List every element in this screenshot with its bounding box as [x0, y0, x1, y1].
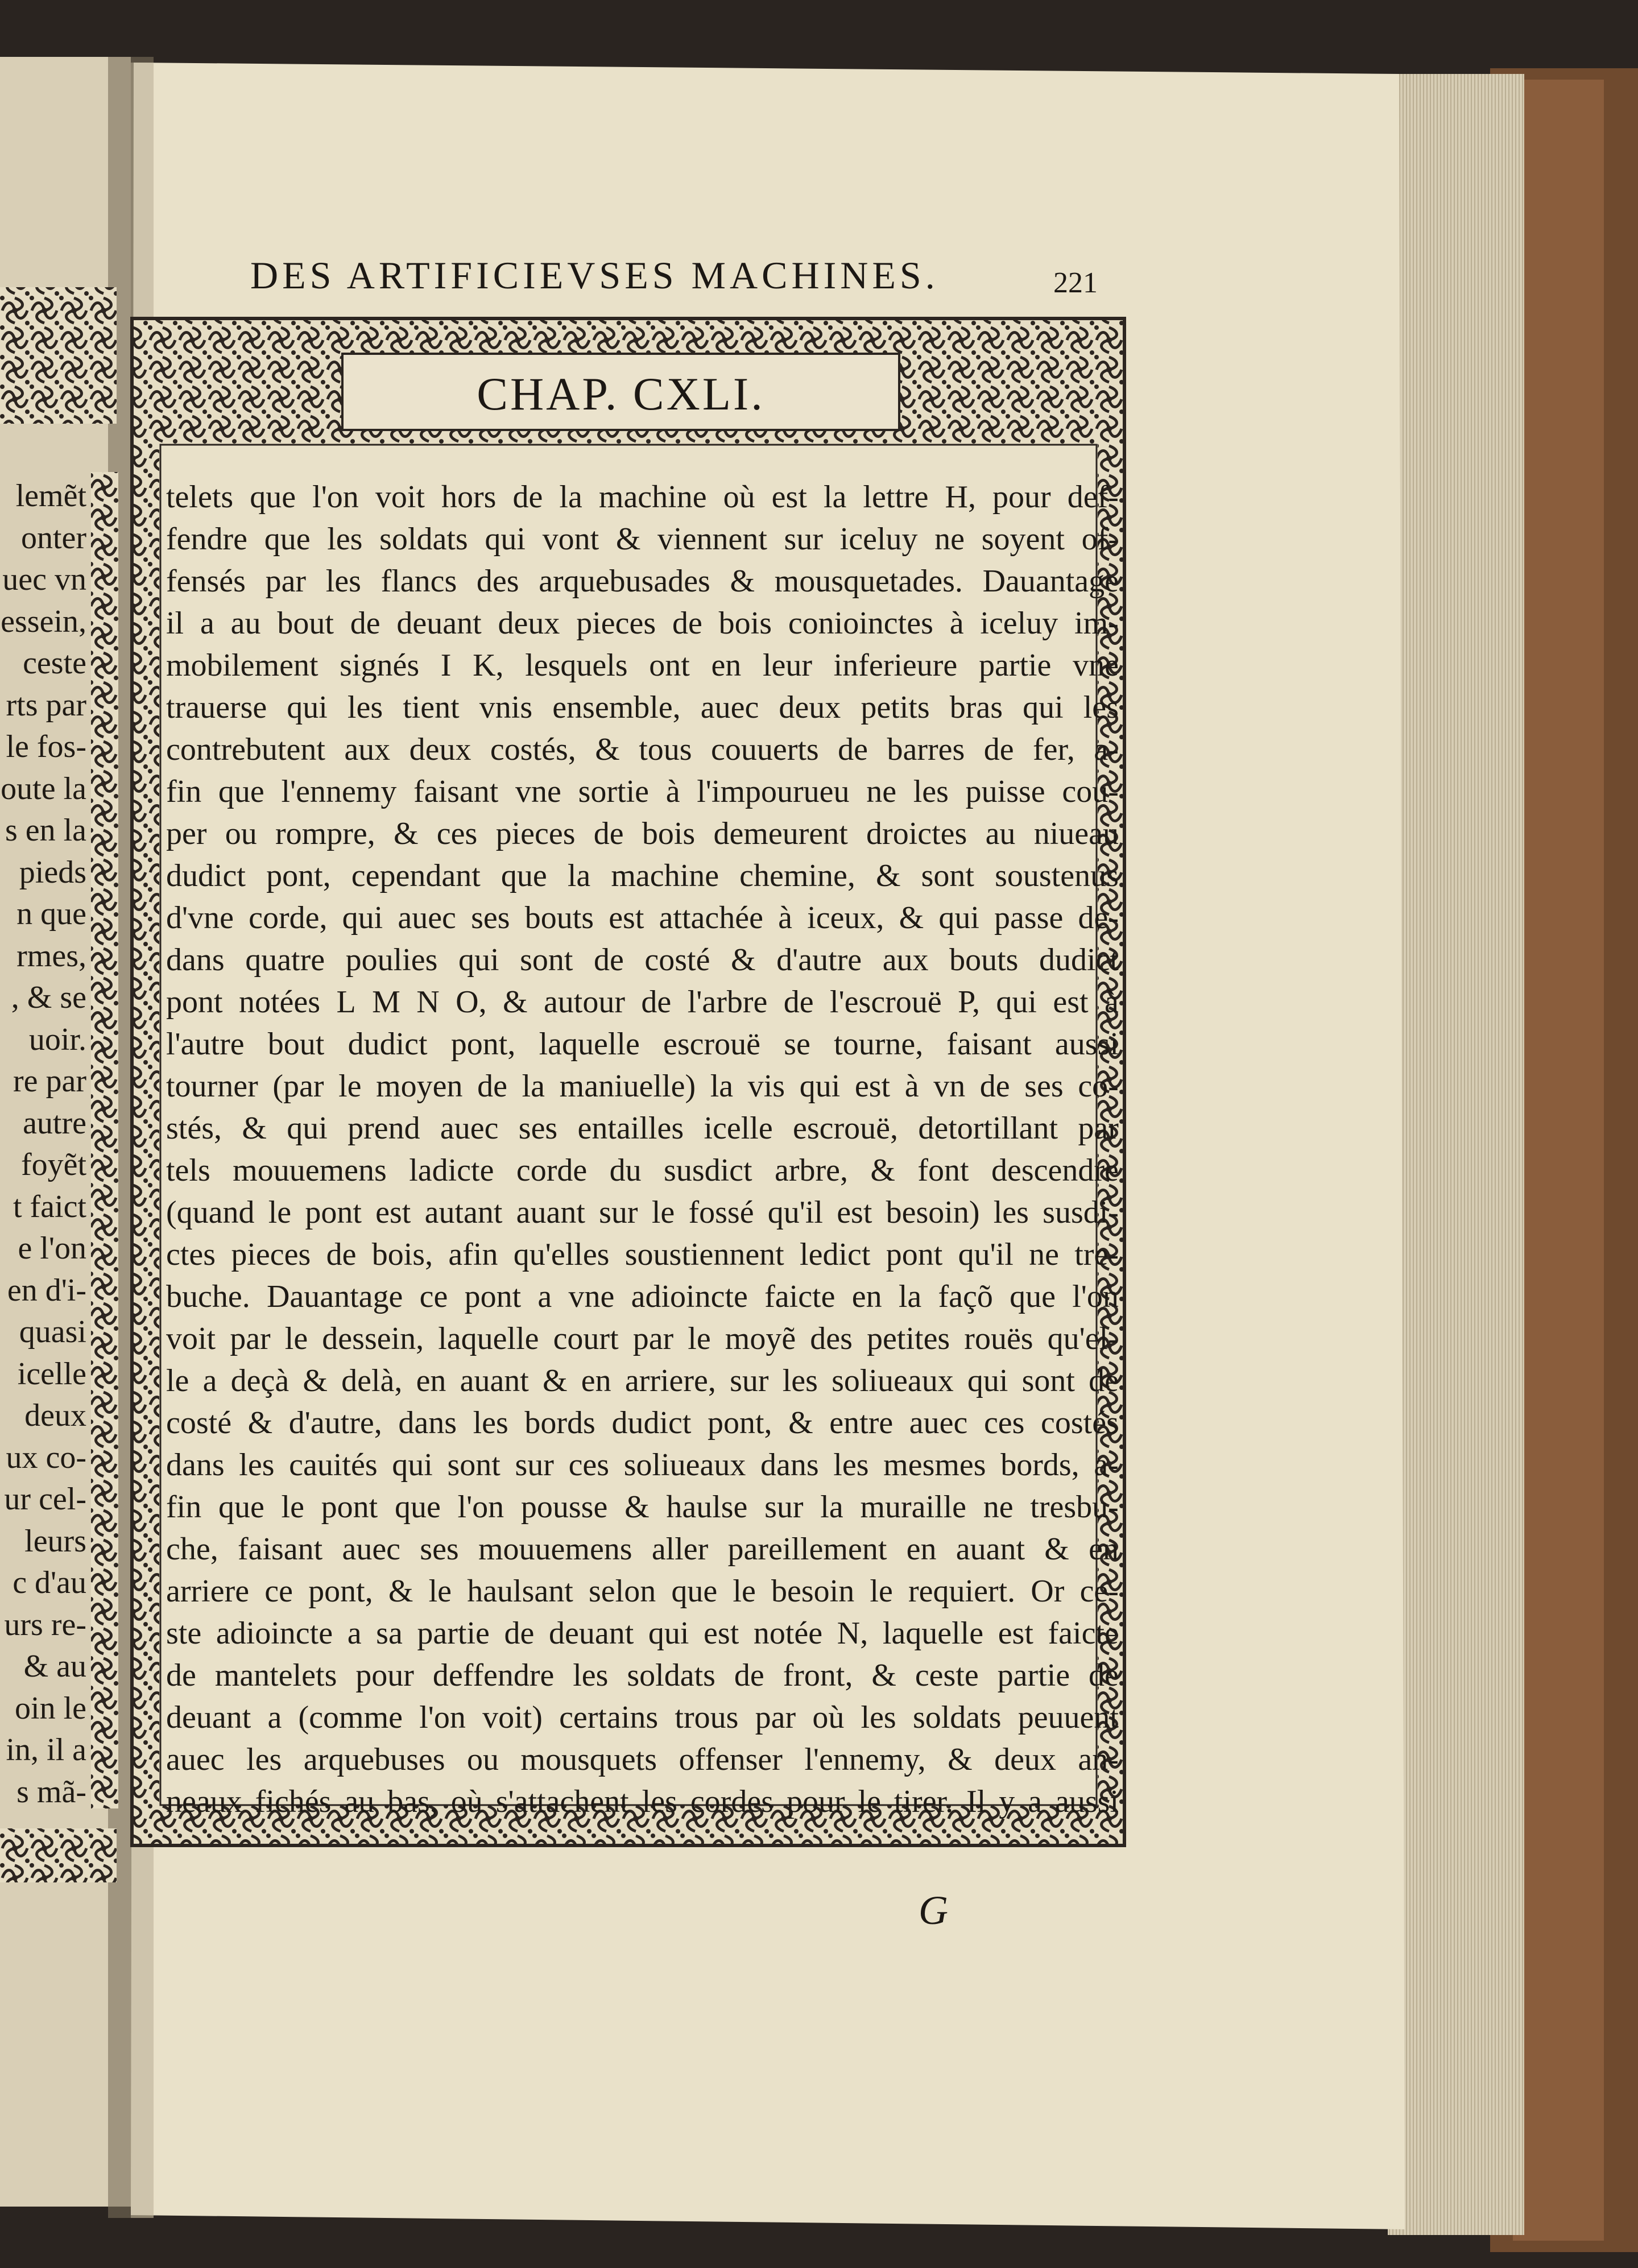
- body-text: [166, 479, 1119, 1826]
- text-line: ste adioincte a sa partie de deuant qui est notée N, laquelle est faicte: [166, 1616, 1119, 1651]
- page-number: 221: [1053, 267, 1098, 299]
- text-line: il a au bout de deuant deux pieces de bois conioinctes à iceluy im-: [166, 606, 1119, 641]
- signature-mark: G: [919, 1888, 948, 1933]
- text-line: tels mouuemens ladicte corde du susdict arbre, & font descendre: [166, 1153, 1119, 1188]
- text-line: telets que l'on voit hors de la machine où est la lettre H, pour def-: [166, 479, 1119, 515]
- left-page-line: rts par: [6, 687, 86, 723]
- left-page-line: oute la: [1, 771, 86, 806]
- left-page-line: rmes,: [16, 938, 86, 974]
- text-line: fin que l'ennemy faisant vne sortie à l'impourueu ne les puisse cou-: [166, 774, 1119, 809]
- text-line: (quand le pont est autant auant sur le fossé qu'il est besoin) les susdi-: [166, 1195, 1119, 1230]
- left-page-line: onter: [20, 520, 86, 556]
- page-stack-edge: [1388, 74, 1524, 2235]
- text-line: d'vne corde, qui auec ses bouts est attachée à iceux, & qui passe de-: [166, 900, 1119, 936]
- text-line: mobilement signés I K, lesquels ont en leur inferieure partie vne: [166, 648, 1119, 683]
- left-page-line: icelle: [17, 1356, 86, 1392]
- left-page-line: uec vn: [2, 562, 86, 597]
- left-page-line: ceste: [23, 645, 86, 681]
- left-page-line: quasi: [19, 1314, 86, 1350]
- left-page-line: oin le: [15, 1690, 86, 1726]
- left-page-line: en d'i-: [7, 1272, 86, 1308]
- left-page-line: n que: [16, 896, 86, 932]
- text-line: de mantelets pour deffendre les soldats de front, & ceste partie de: [166, 1658, 1119, 1693]
- text-line: buche. Dauantage ce pont a vne adioincte faicte en la façõ que l'on: [166, 1279, 1119, 1314]
- chapter-cartouche: [341, 353, 900, 431]
- left-page-line: e l'on: [18, 1231, 86, 1266]
- left-page-line: s en la: [5, 813, 86, 848]
- text-line: tourner (par le moyen de la maniuelle) la vis qui est à vn de ses co-: [166, 1069, 1119, 1104]
- left-page-line: leurs: [24, 1523, 86, 1559]
- left-page-line: c d'au: [13, 1565, 86, 1600]
- text-line: le a deçà & delà, en auant & en arriere, sur les soliueaux qui sont de: [166, 1363, 1119, 1398]
- text-line: neaux fichés au bas, où s'attachent les cordes pour le tirer. Il y a aussi: [166, 1784, 1119, 1819]
- text-line: arriere ce pont, & le haulsant selon que le besoin le requiert. Or ce-: [166, 1574, 1119, 1609]
- left-border: [132, 444, 159, 1808]
- left-page-line: ur cel-: [4, 1481, 86, 1517]
- left-page-border: [91, 472, 118, 1808]
- left-page-line: autre: [23, 1105, 86, 1141]
- left-page-line: & au: [23, 1649, 86, 1684]
- left-page-line: in, il a: [6, 1732, 86, 1768]
- left-page-line: ux co-: [6, 1439, 86, 1475]
- text-line: per ou rompre, & ces pieces de bois demeurent droictes au niueau: [166, 816, 1119, 851]
- left-page-ornament-top: [0, 287, 117, 424]
- chapter-heading: CHAP. CXLI.: [477, 368, 765, 420]
- text-line: fensés par les flancs des arquebusades & mousquetades. Dauantage: [166, 564, 1119, 599]
- text-line: dudict pont, cependant que la machine chemine, & sont soustenus: [166, 858, 1119, 893]
- left-page-line: re par: [13, 1063, 86, 1099]
- left-page-line: essein,: [1, 603, 86, 639]
- left-page-line: t faict: [13, 1189, 86, 1224]
- left-page-text: [0, 478, 90, 1820]
- text-line: dans les cauités qui sont sur ces soliueaux dans les mesmes bords, a-: [166, 1447, 1119, 1483]
- left-page-line: le fos-: [6, 729, 86, 764]
- running-head: DES ARTIFICIEVSES MACHINES.: [250, 254, 939, 297]
- text-line: contrebutent aux deux costés, & tous couuerts de barres de fer, a-: [166, 732, 1119, 767]
- left-page-ornament-bottom: [0, 1828, 117, 1882]
- text-line: auec les arquebuses ou mousquets offenser l'ennemy, & deux an-: [166, 1742, 1119, 1777]
- left-page-line: lemẽt: [15, 478, 86, 514]
- text-line: fin que le pont que l'on pousse & haulse sur la muraille ne tresbu-: [166, 1489, 1119, 1525]
- text-line: fendre que les soldats qui vont & viennent sur iceluy ne soyent of-: [166, 522, 1119, 557]
- text-line: dans quatre poulies qui sont de costé & d'autre aux bouts dudict: [166, 942, 1119, 978]
- left-page-line: , & se: [11, 980, 86, 1015]
- text-line: stés, & qui prend auec ses entailles icelle escrouë, detortillant par: [166, 1111, 1119, 1146]
- text-line: deuant a (comme l'on voit) certains trous par où les soldats peuuent: [166, 1700, 1119, 1735]
- left-page-line: urs re-: [4, 1607, 86, 1642]
- text-line: voit par le dessein, laquelle court par le moyẽ des petites rouës qu'el-: [166, 1321, 1119, 1356]
- text-line: l'autre bout dudict pont, laquelle escrouë se tourne, faisant aussi: [166, 1027, 1119, 1062]
- left-page-line: foyẽt: [20, 1147, 86, 1182]
- text-line: trauerse qui les tient vnis ensemble, auec deux petits bras qui les: [166, 690, 1119, 725]
- text-line: che, faisant auec ses mouuemens aller pareillement en auant & en: [166, 1532, 1119, 1567]
- text-line: ctes pieces de bois, afin qu'elles soustiennent ledict pont qu'il ne tre-: [166, 1237, 1119, 1272]
- text-line: pont notées L M N O, & autour de l'arbre de l'escrouë P, qui est à: [166, 984, 1119, 1020]
- text-line: costé & d'autre, dans les bords dudict pont, & entre auec ces costés: [166, 1405, 1119, 1441]
- left-page-line: pieds: [19, 854, 86, 890]
- left-page-line: uoir.: [28, 1021, 86, 1057]
- left-page-line: s mã-: [16, 1774, 86, 1810]
- left-page-line: deux: [24, 1398, 86, 1433]
